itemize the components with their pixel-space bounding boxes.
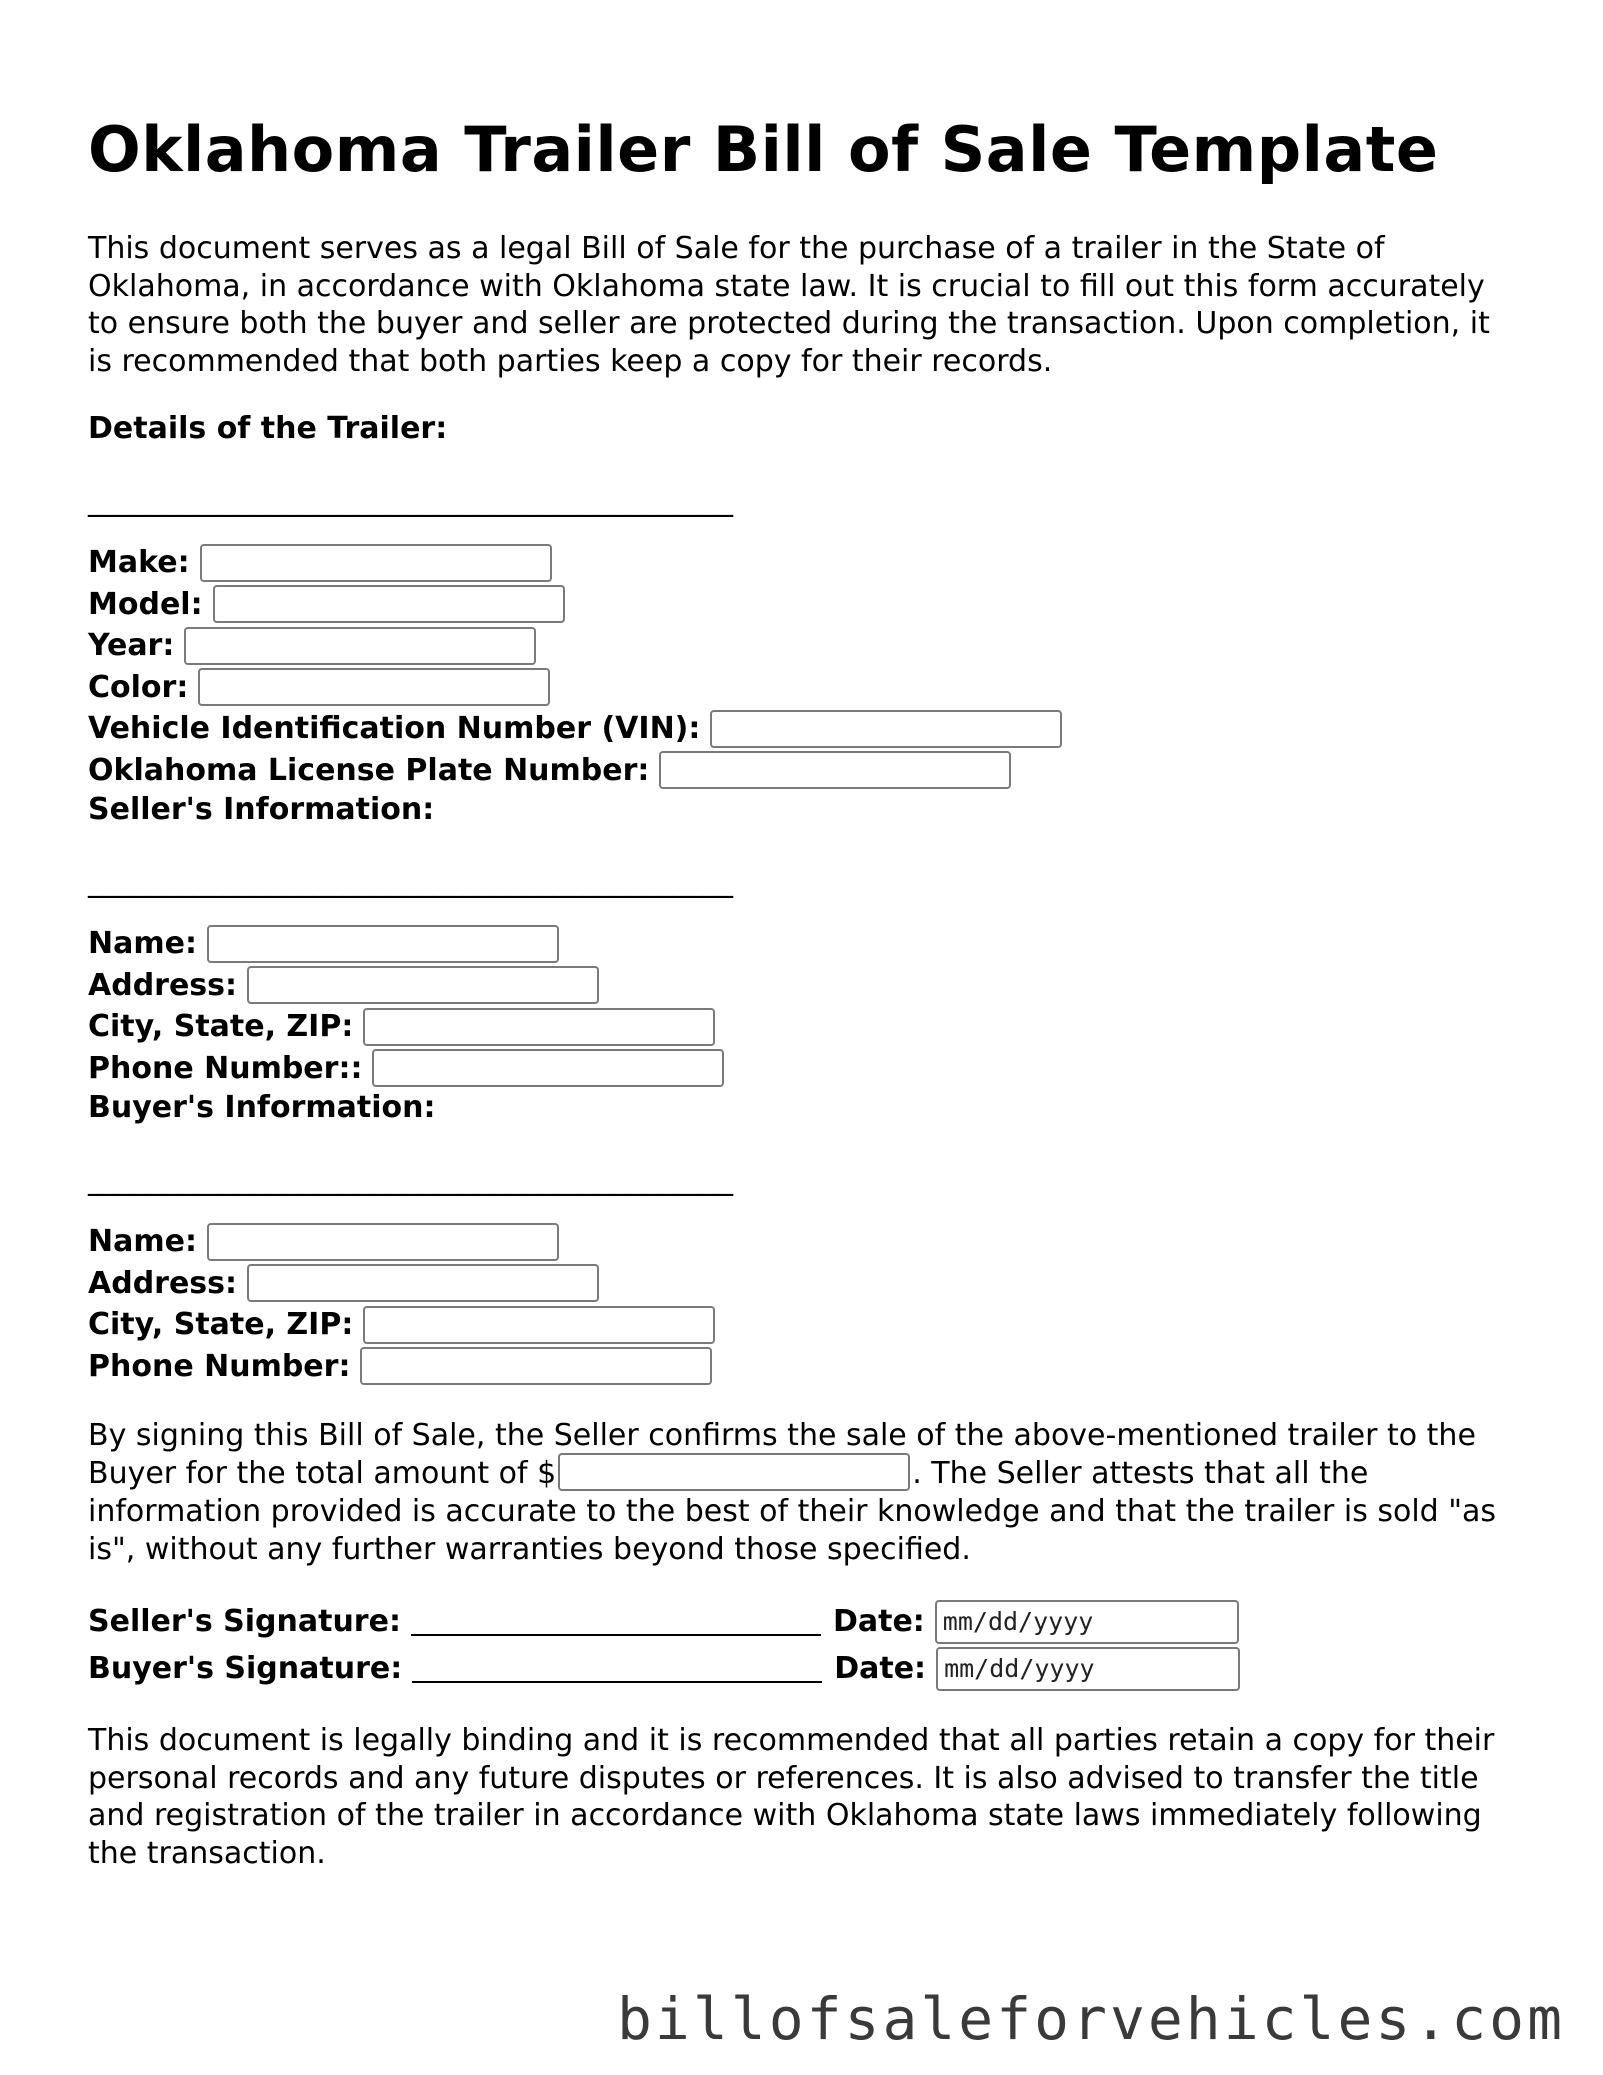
year-row xyxy=(88,625,1508,667)
model-input[interactable] xyxy=(213,585,565,623)
trailer-section-heading: Details of the Trailer: xyxy=(88,411,448,446)
seller-signature-line[interactable] xyxy=(411,1608,821,1636)
buyer-phone-row xyxy=(88,1346,1508,1388)
model-label: Model: xyxy=(88,586,203,622)
plate-label: Oklahoma License Plate Number: xyxy=(88,752,650,788)
buyer-name-input[interactable] xyxy=(207,1223,559,1261)
buyer-phone-label: Phone Number: xyxy=(88,1348,351,1384)
buyer-date-label: Date: xyxy=(834,1651,927,1686)
seller-date-input[interactable]: mm/dd/yyyy xyxy=(935,1600,1239,1644)
seller-name-input[interactable] xyxy=(207,925,559,963)
seller-name-row xyxy=(88,923,1508,965)
seller-date-label: Date: xyxy=(832,1604,925,1639)
trailer-divider: ___________________________________________ xyxy=(88,483,733,518)
seller-address-input[interactable] xyxy=(247,966,599,1004)
buyer-divider: ___________________________________________ xyxy=(88,1162,733,1197)
seller-city-row xyxy=(88,1006,1508,1048)
buyer-name-row xyxy=(88,1221,1508,1263)
buyer-city-label: City, State, ZIP: xyxy=(88,1307,354,1343)
buyer-signature-line[interactable] xyxy=(412,1655,822,1683)
seller-address-label: Address: xyxy=(88,967,238,1003)
agreement-text-part2: . The Seller attests that all the information provided is accurate to the best of their knowledge and that the trailer is sold "as is", without any further warranties beyond those specified. xyxy=(88,1455,1497,1567)
vin-row xyxy=(88,708,1508,750)
buyer-address-row xyxy=(88,1263,1508,1305)
document-page xyxy=(88,112,1508,1872)
buyer-address-label: Address: xyxy=(88,1265,238,1301)
model-row xyxy=(88,584,1508,626)
plate-row xyxy=(88,750,1508,792)
plate-input[interactable] xyxy=(659,751,1011,789)
buyer-phone-input[interactable] xyxy=(360,1347,712,1385)
make-label: Make: xyxy=(88,545,190,581)
intro-paragraph: This document serves as a legal Bill of Sale for the purchase of a trailer in the State of Oklahoma, in accordance with Oklahoma state law. It is crucial to fill out this form accurately to ensure both the buyer and seller are protected during the transaction. Upon completion, it is recommended that both parties keep a copy for their records. xyxy=(88,231,1490,379)
trailer-fields xyxy=(88,542,1508,791)
year-label: Year: xyxy=(88,628,175,664)
seller-phone-row xyxy=(88,1048,1508,1090)
color-label: Color: xyxy=(88,669,189,705)
seller-signature-label: Seller's Signature: xyxy=(88,1604,401,1639)
agreement-paragraph xyxy=(88,1417,1508,1568)
year-input[interactable] xyxy=(184,627,536,665)
seller-section-heading: Seller's Information: xyxy=(88,792,435,827)
make-row xyxy=(88,542,1508,584)
seller-divider: ___________________________________________ xyxy=(88,864,733,899)
seller-city-label: City, State, ZIP: xyxy=(88,1009,354,1045)
closing-paragraph: This document is legally binding and it is recommended that all parties retain a copy for their personal records and any future disputes or references. It is also advised to transfer the title and registration of the trailer in accordance with Oklahoma state laws immediately following the transaction. xyxy=(88,1723,1495,1871)
buyer-date-input[interactable]: mm/dd/yyyy xyxy=(936,1647,1240,1691)
buyer-signature-row xyxy=(88,1645,1508,1692)
buyer-city-input[interactable] xyxy=(363,1306,715,1344)
buyer-signature-label: Buyer's Signature: xyxy=(88,1651,403,1686)
vin-input[interactable] xyxy=(710,710,1062,748)
watermark-text: billofsaleforvehicles.com xyxy=(617,1985,1565,2053)
color-input[interactable] xyxy=(198,668,550,706)
make-input[interactable] xyxy=(200,544,552,582)
buyer-city-row xyxy=(88,1304,1508,1346)
seller-phone-input[interactable] xyxy=(372,1049,724,1087)
seller-city-input[interactable] xyxy=(363,1008,715,1046)
seller-fields xyxy=(88,923,1508,1089)
sale-amount-input[interactable] xyxy=(558,1453,910,1491)
seller-address-row xyxy=(88,965,1508,1007)
buyer-address-input[interactable] xyxy=(247,1264,599,1302)
vin-label: Vehicle Identification Number (VIN): xyxy=(88,711,701,747)
color-row xyxy=(88,667,1508,709)
agreement-text-part1: By signing this Bill of Sale, the Seller confirms the sale of the above-mentioned trailer to the Buyer for the total amount of $ xyxy=(88,1418,1476,1491)
buyer-name-label: Name: xyxy=(88,1224,197,1260)
seller-signature-row xyxy=(88,1598,1508,1645)
buyer-fields xyxy=(88,1221,1508,1387)
page-title: Oklahoma Trailer Bill of Sale Template xyxy=(88,113,1439,186)
buyer-section-heading: Buyer's Information: xyxy=(88,1090,436,1125)
signature-block xyxy=(88,1598,1508,1692)
seller-name-label: Name: xyxy=(88,926,197,962)
seller-phone-label: Phone Number:: xyxy=(88,1050,363,1086)
